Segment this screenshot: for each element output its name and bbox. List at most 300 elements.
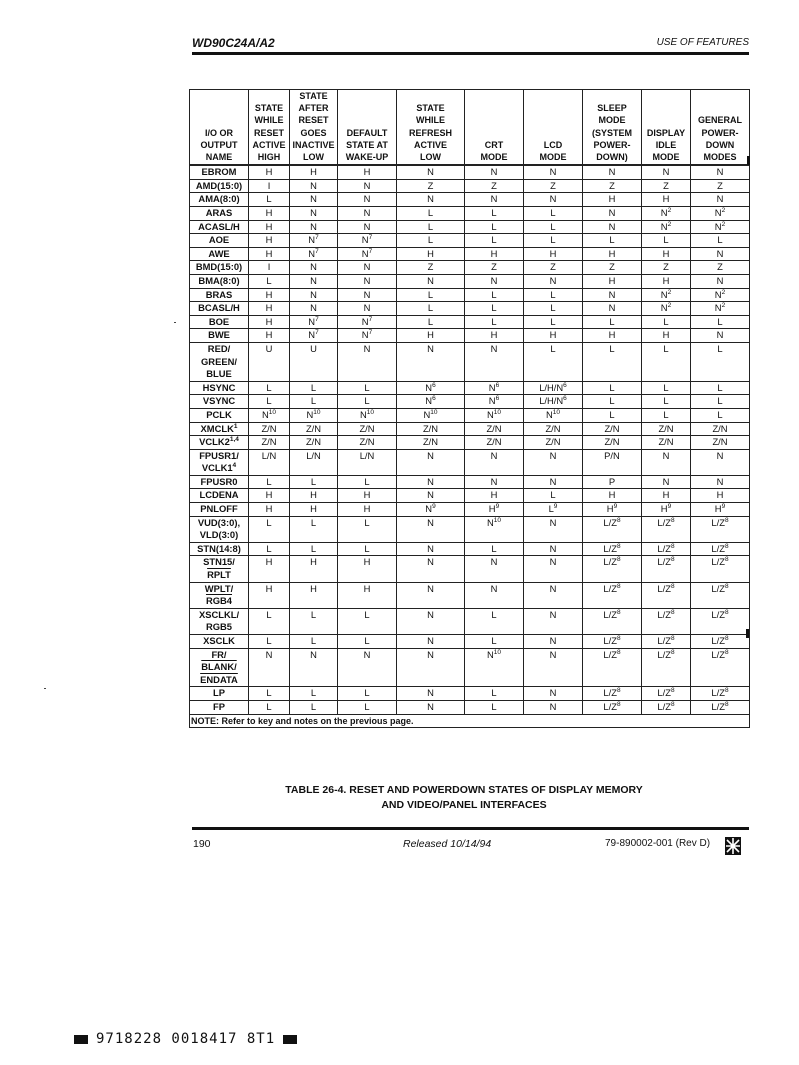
state-cell: Z	[465, 179, 524, 193]
state-cell: H	[691, 489, 750, 503]
state-cell: N	[338, 207, 397, 221]
state-cell: $L/Z^8$	[642, 635, 691, 649]
state-cell: Z/N	[524, 422, 583, 436]
state-cell: N	[290, 220, 338, 234]
signal-name: FP	[190, 700, 249, 714]
state-cell: L	[249, 635, 290, 649]
state-cell: L	[465, 700, 524, 714]
change-bar	[747, 156, 750, 165]
state-cell: L	[524, 220, 583, 234]
state-cell: H	[583, 489, 642, 503]
state-cell: H	[290, 489, 338, 503]
state-cell: L	[691, 408, 750, 422]
signal-name: XMCLK$^1$	[190, 422, 249, 436]
state-cell: L	[290, 635, 338, 649]
state-cell: N	[691, 329, 750, 343]
column-header: DISPLAY IDLE MODE	[642, 90, 691, 166]
state-cell: Z/N	[465, 422, 524, 436]
table-row	[190, 274, 750, 288]
state-cell: $L/Z^8$	[583, 556, 642, 582]
state-cell: $N^2$	[691, 302, 750, 316]
column-header: I/O OR OUTPUT NAME	[190, 90, 249, 166]
page-header	[192, 36, 749, 55]
state-cell: H	[465, 329, 524, 343]
state-cell: U	[249, 342, 290, 381]
signal-name: $\overline{AOE}$	[190, 234, 249, 248]
state-cell: N	[524, 475, 583, 489]
state-cell: L	[290, 381, 338, 395]
state-cell: Z	[642, 261, 691, 275]
state-cell: H	[397, 329, 465, 343]
state-cell: H	[249, 556, 290, 582]
state-cell: Z/N	[338, 422, 397, 436]
table-note: NOTE: Refer to key and notes on the previous page.	[190, 714, 750, 728]
state-cell: N	[524, 165, 583, 179]
company-logo-icon	[724, 836, 742, 856]
state-cell: $L/Z^8$	[642, 582, 691, 608]
state-cell: $N^2$	[691, 207, 750, 221]
column-header: STATE AFTER RESET GOES INACTIVE LOW	[290, 90, 338, 166]
state-cell: $N^7$	[290, 247, 338, 261]
signal-name: ARAS	[190, 207, 249, 221]
state-cell: N	[397, 193, 465, 207]
state-cell: N	[338, 179, 397, 193]
state-cell: $H^9$	[691, 503, 750, 517]
table-row	[190, 542, 750, 556]
state-cell: $N^6$	[465, 395, 524, 409]
state-cell: N	[465, 582, 524, 608]
state-cell: N	[524, 556, 583, 582]
state-cell: N	[397, 556, 465, 582]
state-cell: Z	[583, 261, 642, 275]
table-body	[190, 165, 750, 714]
state-cell: L	[583, 381, 642, 395]
state-cell: $N^2$	[642, 288, 691, 302]
state-cell: L	[338, 542, 397, 556]
state-cell: L	[465, 302, 524, 316]
column-header: STATE WHILE REFRESH ACTIVE LOW	[397, 90, 465, 166]
barcode-text: 9718228 0018417 8T1	[96, 1031, 276, 1047]
state-cell: N	[290, 193, 338, 207]
state-cell: $N^2$	[642, 220, 691, 234]
state-cell: H	[642, 247, 691, 261]
state-cell: N	[465, 342, 524, 381]
state-cell: L	[338, 395, 397, 409]
state-cell: Z	[397, 261, 465, 275]
barcode-line	[66, 1031, 305, 1047]
state-cell: Z/N	[249, 436, 290, 450]
state-cell: I	[249, 179, 290, 193]
state-cell: N	[397, 165, 465, 179]
state-cell: $N^{10}$	[338, 408, 397, 422]
state-cell: L	[397, 288, 465, 302]
state-cell: H	[583, 193, 642, 207]
state-cell: Z	[524, 179, 583, 193]
state-cell: Z/N	[397, 422, 465, 436]
state-cell: N	[465, 274, 524, 288]
table-row	[190, 288, 750, 302]
state-cell: N	[397, 687, 465, 701]
table-row	[190, 475, 750, 489]
state-cell: H	[642, 489, 691, 503]
signal-name: WPLT/ RGB4	[190, 582, 249, 608]
state-cell: L	[249, 516, 290, 542]
state-cell: N	[397, 274, 465, 288]
table-row	[190, 687, 750, 701]
state-cell: $N^2$	[691, 220, 750, 234]
state-cell: H	[290, 503, 338, 517]
state-cell: $L/Z^8$	[691, 648, 750, 687]
state-cell: N	[583, 302, 642, 316]
state-cell: L	[691, 395, 750, 409]
table-row	[190, 516, 750, 542]
state-cell: N	[524, 449, 583, 475]
state-cell: H	[249, 503, 290, 517]
state-cell: $L/Z^8$	[642, 608, 691, 634]
signal-name: HSYNC	[190, 381, 249, 395]
state-cell: Z/N	[290, 422, 338, 436]
signal-name: BMA(8:0)	[190, 274, 249, 288]
state-cell: L	[691, 381, 750, 395]
state-cell: $H^9$	[642, 503, 691, 517]
state-cell: H	[642, 329, 691, 343]
state-cell: L	[465, 315, 524, 329]
state-cell: N	[465, 556, 524, 582]
state-cell: N	[338, 261, 397, 275]
state-cell: H	[465, 489, 524, 503]
state-cell: L	[691, 234, 750, 248]
state-cell: L	[290, 395, 338, 409]
table-row	[190, 165, 750, 179]
state-cell: L	[524, 234, 583, 248]
state-cell: N	[642, 449, 691, 475]
state-cell: L	[338, 475, 397, 489]
state-cell: N	[524, 687, 583, 701]
state-cell: L	[465, 635, 524, 649]
state-cell: $L/Z^8$	[583, 687, 642, 701]
state-cell: $L/Z^8$	[691, 556, 750, 582]
state-cell: N	[524, 542, 583, 556]
state-cell: L	[465, 542, 524, 556]
state-cell: H	[249, 302, 290, 316]
state-cell: H	[397, 247, 465, 261]
signal-name: EBROM	[190, 165, 249, 179]
state-cell: H	[290, 582, 338, 608]
state-cell: $L/Z^8$	[691, 700, 750, 714]
scan-speck	[174, 322, 176, 323]
table-row	[190, 329, 750, 343]
table-row	[190, 247, 750, 261]
state-cell: $N^{10}$	[465, 516, 524, 542]
state-cell: $N^7$	[338, 247, 397, 261]
table-row	[190, 234, 750, 248]
signal-name: VCLK2$^{1,4}$	[190, 436, 249, 450]
state-cell: $L/Z^8$	[642, 648, 691, 687]
state-cell: $L/Z^8$	[642, 687, 691, 701]
state-cell: L	[524, 489, 583, 503]
state-cell: L/N	[249, 449, 290, 475]
state-cell: N	[691, 449, 750, 475]
state-cell: L	[583, 234, 642, 248]
state-cell: $H^9$	[583, 503, 642, 517]
state-cell: Z/N	[583, 422, 642, 436]
state-cell: $L/Z^8$	[583, 542, 642, 556]
state-cell: H	[642, 274, 691, 288]
barcode-block-icon	[283, 1035, 297, 1044]
state-cell: $N^7$	[290, 315, 338, 329]
page-number: 190	[193, 838, 211, 850]
state-cell: $N^6$	[397, 395, 465, 409]
table-row	[190, 422, 750, 436]
state-cell: H	[338, 556, 397, 582]
table-row	[190, 193, 750, 207]
state-cell: L	[338, 608, 397, 634]
state-cell: N	[465, 475, 524, 489]
state-cell: N	[338, 648, 397, 687]
state-cell: L	[290, 700, 338, 714]
column-header: CRT MODE	[465, 90, 524, 166]
state-cell: $N^7$	[290, 329, 338, 343]
state-cell: $L/Z^8$	[691, 635, 750, 649]
state-cell: Z/N	[290, 436, 338, 450]
state-cell: P/N	[583, 449, 642, 475]
reset-powerdown-states-table	[189, 89, 750, 728]
signal-name: VSYNC	[190, 395, 249, 409]
signal-name: AMA(8:0)	[190, 193, 249, 207]
table-row	[190, 207, 750, 221]
state-cell: L	[338, 687, 397, 701]
state-cell: N	[397, 648, 465, 687]
scan-speck	[44, 688, 46, 689]
state-cell: $N^7$	[338, 315, 397, 329]
state-cell: N	[290, 648, 338, 687]
state-cell: L	[290, 542, 338, 556]
state-cell: Z/N	[397, 436, 465, 450]
state-cell: N	[397, 582, 465, 608]
state-cell: $N^9$	[397, 503, 465, 517]
change-bar	[746, 629, 749, 638]
state-cell: N	[397, 608, 465, 634]
state-cell: H	[524, 247, 583, 261]
signal-name: LP	[190, 687, 249, 701]
state-cell: H	[249, 207, 290, 221]
state-cell: H	[583, 247, 642, 261]
signal-name: STN(14:8)	[190, 542, 249, 556]
state-cell: N	[465, 165, 524, 179]
state-cell: H	[249, 329, 290, 343]
state-cell: $L/Z^8$	[642, 556, 691, 582]
signal-name: FPUSR0	[190, 475, 249, 489]
table-row	[190, 608, 750, 634]
state-cell: N	[338, 274, 397, 288]
state-cell: L	[249, 687, 290, 701]
state-cell: $L/Z^8$	[642, 700, 691, 714]
column-header: STATE WHILE RESET ACTIVE HIGH	[249, 90, 290, 166]
section-title: USE OF FEATURES	[656, 37, 749, 48]
state-cell: P	[583, 475, 642, 489]
state-cell: $N^7$	[338, 329, 397, 343]
state-cell: L	[249, 700, 290, 714]
state-cell: $L/Z^8$	[642, 542, 691, 556]
state-cell: L	[397, 315, 465, 329]
state-cell: L	[290, 516, 338, 542]
state-cell: N	[397, 489, 465, 503]
state-cell: Z/N	[642, 422, 691, 436]
state-cell: H	[583, 274, 642, 288]
state-cell: N	[397, 342, 465, 381]
state-cell: N	[524, 274, 583, 288]
signal-name: $\overline{BWE}$	[190, 329, 249, 343]
state-cell: $L/Z^8$	[691, 582, 750, 608]
state-cell: N	[397, 635, 465, 649]
state-cell: N	[397, 542, 465, 556]
table-row	[190, 408, 750, 422]
state-cell: L	[249, 274, 290, 288]
signal-name: RED/ GREEN/ BLUE	[190, 342, 249, 381]
state-cell: $L/Z^8$	[691, 687, 750, 701]
state-cell: N	[290, 302, 338, 316]
barcode-block-icon	[74, 1035, 88, 1044]
state-cell: H	[338, 503, 397, 517]
table-row	[190, 635, 750, 649]
document-revision: 79-890002-001 (Rev D)	[605, 838, 711, 849]
state-cell: $L/Z^8$	[691, 516, 750, 542]
state-cell: $L^9$	[524, 503, 583, 517]
state-cell: $N^2$	[642, 302, 691, 316]
footer-rule	[192, 827, 749, 830]
state-cell: N	[290, 261, 338, 275]
state-cell: N	[583, 220, 642, 234]
state-cell: L	[465, 687, 524, 701]
signal-name: AMD(15:0)	[190, 179, 249, 193]
state-cell: N	[583, 288, 642, 302]
signal-name: VUD(3:0), VLD(3:0)	[190, 516, 249, 542]
column-header: GENERAL POWER- DOWN MODES	[691, 90, 750, 166]
state-cell: N	[691, 193, 750, 207]
table-row	[190, 315, 750, 329]
state-cell: L	[338, 381, 397, 395]
state-cell: H	[249, 247, 290, 261]
table-row	[190, 381, 750, 395]
state-cell: Z	[691, 261, 750, 275]
document-id: WD90C24A/A2	[192, 36, 275, 50]
state-cell: $L/Z^8$	[691, 542, 750, 556]
state-cell: $L/Z^8$	[583, 608, 642, 634]
state-cell: L	[524, 288, 583, 302]
state-cell: H	[524, 329, 583, 343]
table-row	[190, 582, 750, 608]
signal-name: FR/ BLANK/ ENDATA	[190, 648, 249, 687]
state-cell: L	[524, 302, 583, 316]
state-cell: L	[465, 220, 524, 234]
state-cell: N	[524, 193, 583, 207]
state-cell: U	[290, 342, 338, 381]
state-cell: L	[691, 342, 750, 381]
state-cell: Z/N	[691, 436, 750, 450]
state-cell: $N^2$	[642, 207, 691, 221]
signal-name: STN15/ RPLT	[190, 556, 249, 582]
table-row	[190, 648, 750, 687]
state-cell: N	[524, 648, 583, 687]
state-cell: Z/N	[642, 436, 691, 450]
state-cell: N	[642, 165, 691, 179]
signal-name: LCDENA	[190, 489, 249, 503]
signal-name: PNLOFF	[190, 503, 249, 517]
state-cell: $L/Z^8$	[691, 608, 750, 634]
column-header: SLEEP MODE (SYSTEM POWER- DOWN)	[583, 90, 642, 166]
state-cell: L	[465, 207, 524, 221]
table-header-row	[190, 90, 750, 166]
state-cell: H	[465, 247, 524, 261]
state-cell: Z/N	[691, 422, 750, 436]
table-row	[190, 556, 750, 582]
state-cell: N	[465, 193, 524, 207]
state-cell: L	[642, 395, 691, 409]
state-cell: L	[249, 475, 290, 489]
state-cell: L	[249, 193, 290, 207]
state-cell: L	[249, 381, 290, 395]
state-cell: N	[397, 475, 465, 489]
signal-name: BRAS	[190, 288, 249, 302]
state-cell: H	[249, 220, 290, 234]
state-cell: Z	[642, 179, 691, 193]
state-cell: L	[524, 342, 583, 381]
state-cell: $N^{10}$	[290, 408, 338, 422]
state-cell: N	[524, 635, 583, 649]
state-cell: $L/Z^8$	[583, 700, 642, 714]
state-cell: L	[338, 700, 397, 714]
state-cell: L	[642, 234, 691, 248]
state-cell: N	[691, 165, 750, 179]
state-cell: N	[397, 516, 465, 542]
state-cell: N	[524, 516, 583, 542]
state-cell: Z/N	[583, 436, 642, 450]
state-cell: N	[338, 220, 397, 234]
column-header: DEFAULT STATE AT WAKE-UP	[338, 90, 397, 166]
state-cell: $N^6$	[465, 381, 524, 395]
state-cell: L	[290, 608, 338, 634]
state-cell: N	[524, 608, 583, 634]
table-row	[190, 342, 750, 381]
state-cell: N	[691, 247, 750, 261]
state-cell: H	[290, 556, 338, 582]
state-cell: N	[691, 475, 750, 489]
state-cell: L	[290, 687, 338, 701]
signal-name: XSCLK	[190, 635, 249, 649]
state-cell: N	[583, 207, 642, 221]
state-cell: $H^9$	[465, 503, 524, 517]
state-cell: $N^2$	[691, 288, 750, 302]
signal-name: FPUSR1/ $VCLK1^4$	[190, 449, 249, 475]
state-cell: L	[583, 408, 642, 422]
state-cell: H	[249, 489, 290, 503]
table-note-row	[190, 714, 750, 728]
state-cell: N	[524, 582, 583, 608]
table-row	[190, 179, 750, 193]
state-cell: $N^{10}$	[249, 408, 290, 422]
state-cell: N	[583, 165, 642, 179]
state-cell: $N^{10}$	[524, 408, 583, 422]
state-cell: $L/Z^8$	[583, 635, 642, 649]
state-cell: L	[642, 342, 691, 381]
state-cell: $L/Z^8$	[642, 516, 691, 542]
state-cell: L	[642, 408, 691, 422]
state-cell: H	[338, 165, 397, 179]
table-row	[190, 700, 750, 714]
state-cell: L	[583, 395, 642, 409]
state-cell: $L/H/N^6$	[524, 395, 583, 409]
state-cell: N	[642, 475, 691, 489]
